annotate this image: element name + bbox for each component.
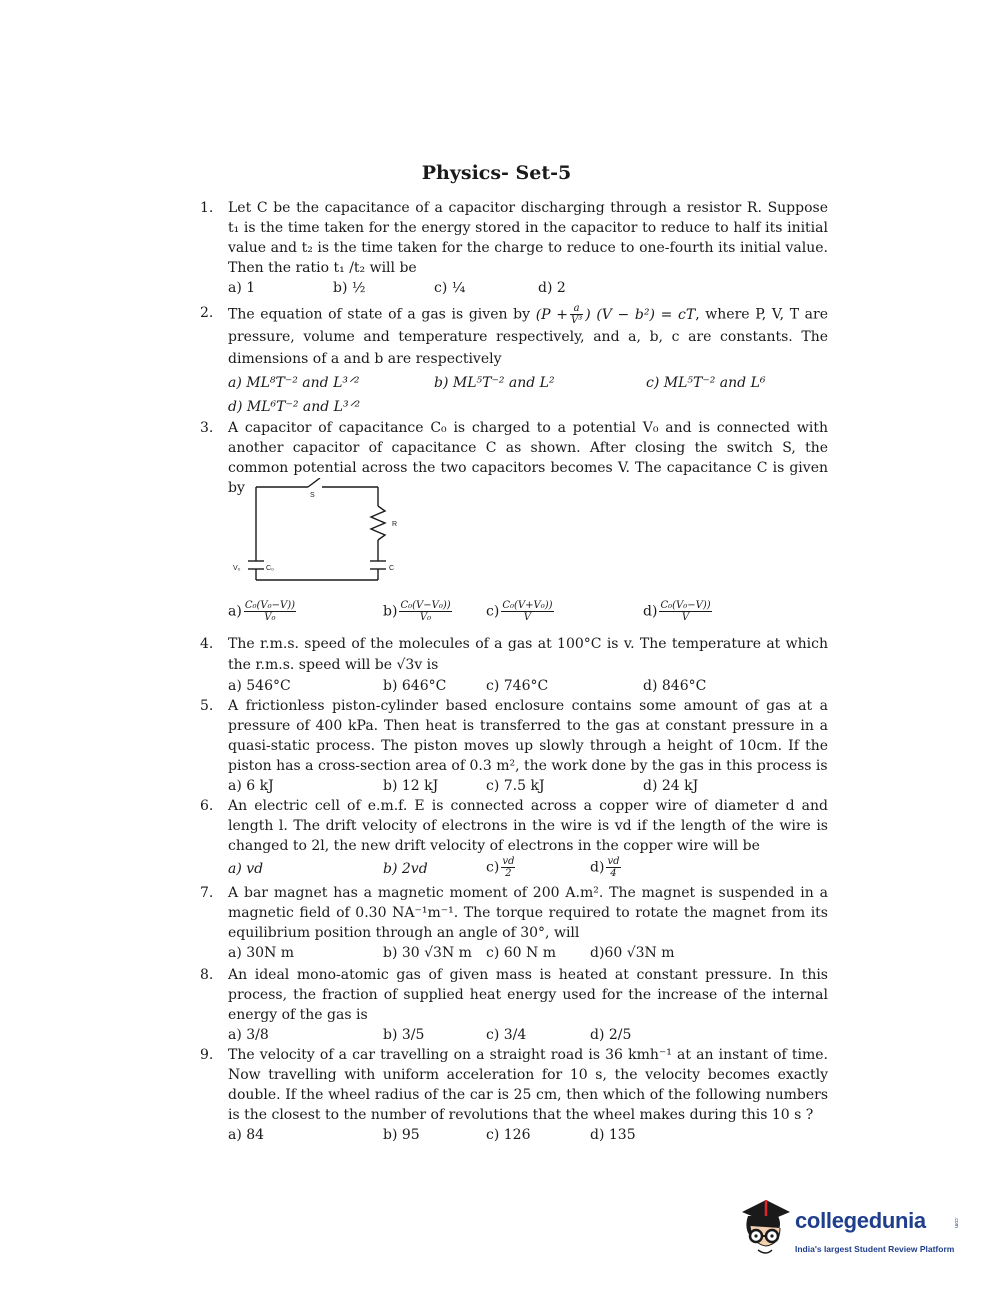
- option-fraction: [659, 600, 711, 623]
- option-b: b) 12 kJ: [383, 778, 439, 795]
- option-a: a) ML⁸T⁻² and L³ᐟ²: [228, 375, 360, 391]
- option-b: b) 646°C: [383, 678, 447, 694]
- options: [228, 856, 828, 884]
- question-9: [200, 1045, 828, 1145]
- question-8: [200, 965, 828, 1045]
- question-number: 2.: [200, 305, 214, 321]
- fraction-denominator: V³: [570, 315, 583, 326]
- question-number: 4.: [200, 636, 214, 652]
- option-c: c) 7.5 kJ: [486, 778, 545, 795]
- fraction-denominator: V₀: [419, 612, 432, 623]
- question-7: [200, 883, 828, 963]
- question-text: [228, 303, 828, 370]
- question-text: Let C be the capacitance of a capacitor discharging through a resistor R. Suppose t₁ is the time taken for the energy stored in the capacitor to reduce to half its initial value and t₂ is the time taken for the charge to reduce to one-fourth its initial value. Then the ratio t₁ /t₂ will be: [228, 200, 828, 277]
- option-fraction: [606, 856, 620, 879]
- option-b: [383, 600, 454, 623]
- question-number: 1.: [200, 200, 214, 216]
- option-d: d) 135: [590, 1127, 636, 1144]
- option-b: b) 30 √3N m: [383, 945, 472, 962]
- option-fraction: [244, 600, 296, 623]
- question-number: 8.: [200, 967, 214, 983]
- options: [228, 676, 828, 696]
- option-d: d) ML⁶T⁻² and L³ᐟ²: [228, 399, 361, 415]
- options: [228, 600, 828, 628]
- fraction-numerator: vd: [502, 856, 515, 868]
- option-a: a) 30N m: [228, 945, 295, 962]
- collegedunia-mascot-icon: [736, 1196, 794, 1258]
- option-fraction: [501, 600, 553, 623]
- option-a: a) 1: [228, 280, 256, 297]
- equation-term: ) (V − b²) = cT: [585, 306, 696, 323]
- option-d: [590, 856, 623, 879]
- option-d: d) 2: [538, 280, 566, 297]
- option-label: b): [383, 603, 398, 620]
- voltage-label: V₀: [233, 565, 241, 572]
- question-number: 6.: [200, 798, 214, 814]
- question-2: [200, 303, 828, 419]
- option-c: c) 3/4: [486, 1027, 527, 1044]
- fraction-numerator: a: [570, 303, 583, 315]
- page-title: Physics- Set-5: [421, 162, 572, 184]
- option-a: a) 84: [228, 1127, 265, 1144]
- question-text: An ideal mono-atomic gas of given mass is heated at constant pressure. In this process, the fraction of supplied heat energy used for the increase of the internal energy of the gas is: [228, 967, 828, 1024]
- fraction-denominator: V: [523, 612, 532, 623]
- options: [228, 1025, 828, 1045]
- option-a: a) 6 kJ: [228, 778, 274, 795]
- options: [228, 1125, 828, 1145]
- capacitor-right-label: C: [389, 565, 395, 572]
- option-b: b) ½: [333, 280, 366, 297]
- question-text-part: The equation of state of a gas is given by: [228, 306, 536, 323]
- question-5: [200, 696, 828, 796]
- question-number: 7.: [200, 885, 214, 901]
- option-label: c): [486, 603, 500, 620]
- question-number: 9.: [200, 1047, 214, 1063]
- fraction-denominator: V: [681, 612, 690, 623]
- option-fraction: [501, 856, 515, 879]
- option-d: d) 846°C: [643, 678, 707, 694]
- question-text: The r.m.s. speed of the molecules of a gas at 100°C is v. The temperature at which the r.m.s. speed will be √3v is: [228, 636, 828, 673]
- option-c: c) 746°C: [486, 678, 549, 694]
- option-b: b) 3/5: [383, 1027, 425, 1044]
- option-c: c) 60 N m: [486, 945, 556, 962]
- logo-dotcom: .com: [953, 1217, 959, 1228]
- equation-fraction: [570, 303, 583, 326]
- option-a: [228, 600, 298, 623]
- logo-tagline: India's largest Student Review Platform: [795, 1244, 955, 1254]
- option-b: b) ML⁵T⁻² and L²: [434, 375, 555, 391]
- logo-wordmark: collegedunia: [795, 1208, 926, 1233]
- question-4: [200, 634, 828, 696]
- equation-term: (P +: [535, 306, 568, 323]
- question-3-options: [200, 600, 828, 628]
- question-text: A bar magnet has a magnetic moment of 200 A.m². The magnet is suspended in a magnetic field of 0.30 NA⁻¹m⁻¹. The torque required to rotate the magnet from its equilibrium position through an angle of 30°, will: [228, 885, 828, 942]
- option-b: b) 2vd: [383, 861, 428, 878]
- option-d: d)60 √3N m: [590, 945, 675, 962]
- option-c: [486, 600, 556, 623]
- option-a: a) vd: [228, 861, 264, 878]
- question-text-part: , where P, V, T are pressure, volume and temperature respectively, and a, b, c are constants. The dimensions of a and b are respectively: [228, 306, 829, 367]
- fraction-denominator: 4: [610, 868, 617, 880]
- option-c: [486, 856, 517, 879]
- options: [228, 278, 828, 298]
- option-label: a): [228, 603, 242, 620]
- options: [228, 776, 828, 796]
- option-d: [643, 600, 714, 623]
- question-number: 3.: [200, 420, 214, 436]
- option-c: c) ¼: [434, 280, 466, 297]
- fraction-denominator: V₀: [264, 612, 276, 623]
- resistor-label: R: [392, 521, 398, 528]
- question-6: [200, 796, 828, 884]
- question-text: A capacitor of capacitance C₀ is charged to a potential V₀ and is connected with another capacitor of capacitance C as shown. After closing the switch S, the common potential across the two capacitors becomes V. The capacitance C is given by: [228, 420, 828, 497]
- fraction-numerator: C₀(V+V₀)): [502, 600, 553, 611]
- question-text: A frictionless piston-cylinder based enclosure contains some amount of gas at a pressure of 400 kPa. Then heat is transferred to the gas at constant pressure in a quasi-static process. The piston moves up slowly through a height of 10cm. If the piston has a cross-section area of 0.3 m², the work done by the gas in this process is: [228, 698, 828, 775]
- fraction-numerator: vd: [607, 856, 620, 868]
- option-fraction: [399, 600, 451, 623]
- option-label: c): [486, 859, 500, 876]
- fraction-denominator: 2: [505, 868, 512, 880]
- options: [228, 373, 828, 397]
- question-text: The velocity of a car travelling on a straight road is 36 kmh⁻¹ at an instant of time. Now travelling with uniform acceleration for 10 s, the velocity becomes exactly double. If the wheel radius of the car is 25 cm, then which of the following numbers is the closest to the number of revolutions that the wheel makes during this 10 s ?: [228, 1047, 828, 1124]
- option-label: d): [643, 603, 658, 620]
- option-d: d) 24 kJ: [643, 778, 699, 795]
- option-b: b) 95: [383, 1127, 420, 1144]
- option-a: a) 3/8: [228, 1027, 269, 1044]
- option-c: c) ML⁵T⁻² and L⁶: [646, 375, 766, 391]
- options: [228, 943, 828, 963]
- option-d: d) 2/5: [590, 1027, 632, 1044]
- fraction-numerator: C₀(V₀−V)): [660, 600, 711, 611]
- switch-label: S: [310, 492, 315, 499]
- circuit-diagram: [228, 478, 428, 600]
- option-a: a) 546°C: [228, 678, 291, 694]
- option-label: d): [590, 859, 605, 876]
- capacitor-left-label: C₀: [266, 565, 274, 572]
- option-c: c) 126: [486, 1127, 531, 1144]
- equation: [535, 303, 696, 326]
- options: [228, 397, 828, 419]
- fraction-numerator: C₀(V−V₀)): [400, 600, 451, 611]
- question-number: 5.: [200, 698, 214, 714]
- question-text: An electric cell of e.m.f. E is connected across a copper wire of diameter d and length l. The drift velocity of electrons in the wire is vd if the length of the wire is changed to 2l, the new drift velocity of electrons in the copper wire will be: [228, 798, 828, 855]
- fraction-numerator: C₀(V₀−V)): [244, 600, 296, 611]
- question-1: [200, 198, 828, 298]
